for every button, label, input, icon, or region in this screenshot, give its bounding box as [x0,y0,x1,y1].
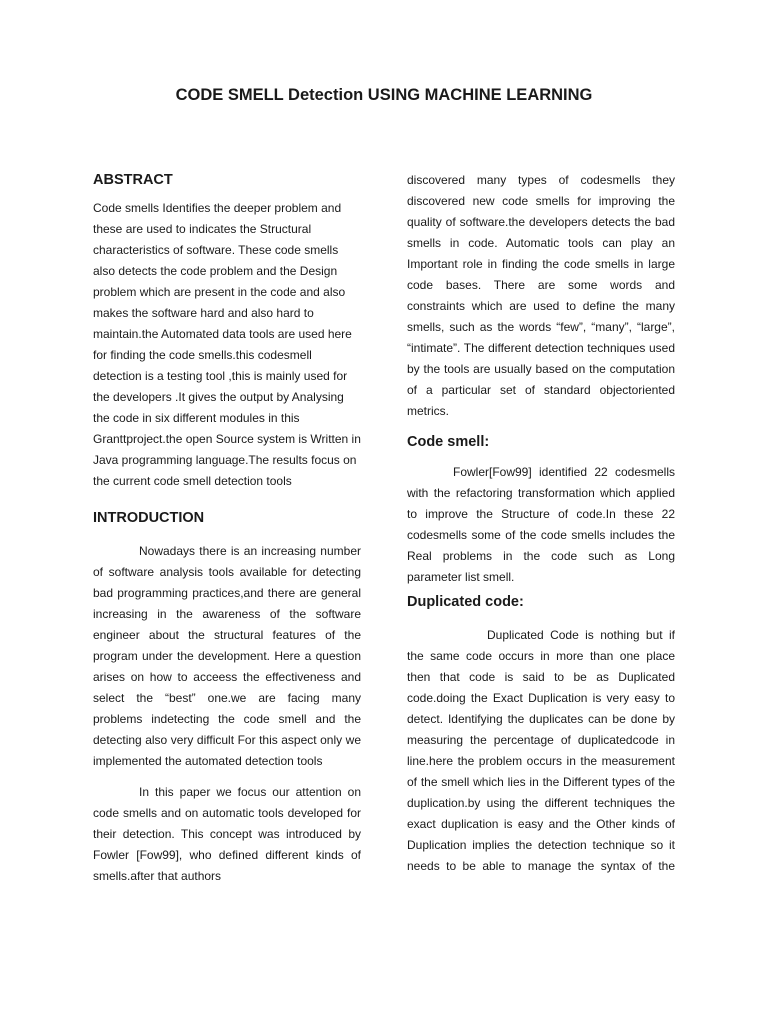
right-column [407,170,675,877]
introduction-paragraph-1: Nowadays there is an increasing number of software analysis tools available for detecting bad programming practices,and there are general increasing in the awareness of the software engineer about the structural features of the program under the development. Here a question arises on how to acceess the effectiveness and select the “best” one.we are facing many problems indetecting the code smell and the detecting also very difficult For this aspect only we implemented the automated detection tools [93,543,361,768]
introduction-paragraph-2: In this paper we focus our attention on code smells and on automatic tools developed for their detection. This concept was introduced by Fowler [Fow99], who defined different kinds of smells.after that authors [93,784,361,883]
paper-title: CODE SMELL Detection USING MACHINE LEARNING [175,86,593,104]
code-smell-text: Fowler[Fow99] identified 22 codesmells with the refactoring transformation which applied to improve the Structure of code.In these 22 codesmells some of the code smells includes the Real problems in the code such as Long parameter list smell. [407,465,675,585]
abstract-text: Code smells Identifies the deeper problem and these are used to indicates the Structural characteristics of software. These code smells also detects the code problem and the Design problem which are present in the code and also makes the software hard and also hard to maintain.the Automated data tools are used here for finding the code smells.this codesmell detection is a testing tool ,this is mainly used for the developers .It gives the output by Analysing the code in six different modules in this Granttproject.the open Source system is Written in Java programming language.The results focus on the current code smell detection tools [93,201,361,489]
introduction-continued-text: discovered many types of codesmells they discovered new code smells for improving the quality of software.the developers detects the bad smells in code. Automatic tools can play an Important role in finding the code smells in large code bases. There are some words and constraints which are used to define the many smells, such as the words “few”, “many”, “large”, “intimate”. The different detection techniques used by the tools are usually based on the computation of a particular set of standard objectoriented metrics. [407,173,675,418]
left-column [93,170,361,887]
code-smell-heading: Code smell: [407,434,490,450]
introduction-heading: INTRODUCTION [93,510,205,527]
abstract-heading: ABSTRACT [93,172,173,188]
duplicated-code-heading: Duplicated code: [407,594,524,611]
duplicated-code-text: Duplicated Code is nothing but if the same code occurs in more than one place then that code is said to be as Duplicated code.doing the Exact Duplication is very easy to detect. Identifying the duplicates can be done by measuring the percentage of duplicatedcode in line.here the problem occurs in the measurement of the smell which lies in the Different types of the duplication.by using the different techniques the exact duplication is easy and the Other kinds of Duplication implies the detection technique so it needs to be able to manage the syntax of the [407,627,675,873]
